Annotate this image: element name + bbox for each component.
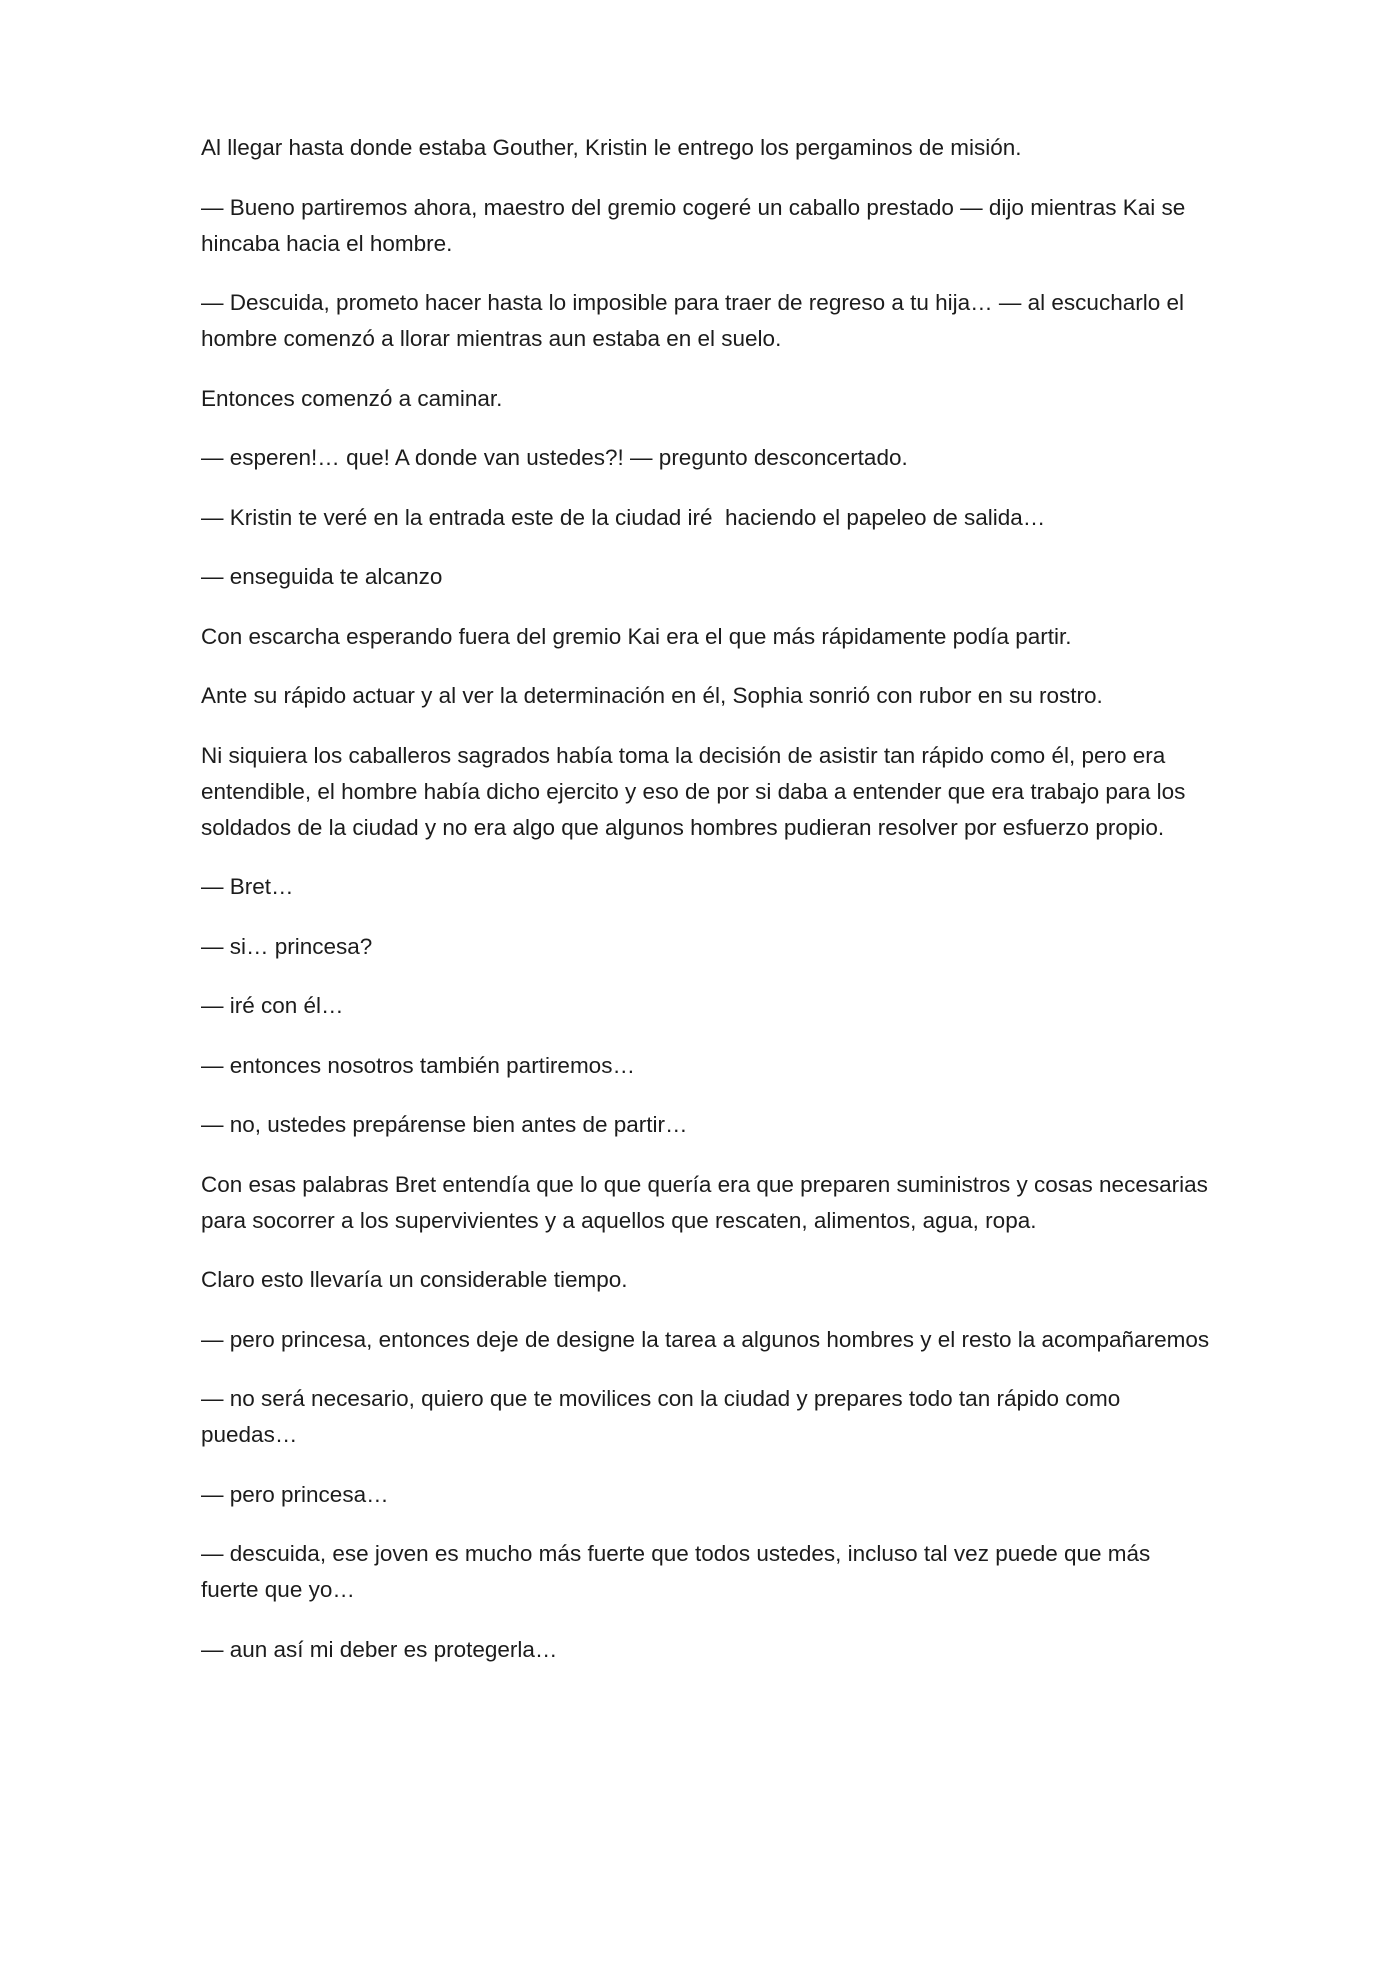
paragraph: Con escarcha esperando fuera del gremio Kai era el que más rápidamente podía partir. [201,623,1072,649]
paragraph: — pero princesa… [201,1481,389,1507]
paragraph: — Kristin te veré en la entrada este de la ciudad iré haciendo el papeleo de salida… [201,504,1046,530]
document-body [201,130,1215,1691]
paragraph: — si… princesa? [201,933,373,959]
paragraph: — iré con él… [201,993,344,1018]
paragraph: Ni siquiera los caballeros sagrados había toma la decisión de asistir tan rápido como él, pero era entendible, el hombre había dicho ejercito y eso de por si daba a entender que era trabajo para los soldados de la ciudad y no era algo que algunos hombres pudieran resolver por esfuerzo propio. [201,742,1192,840]
paragraph: — Bueno partiremos ahora, maestro del gremio cogeré un caballo prestado — dijo mientras Kai se hincaba hacia el hombre. [201,194,1192,256]
paragraph: — aun así mi deber es protegerla… [201,1636,558,1662]
paragraph: Entonces comenzó a caminar. [201,385,503,411]
paragraph: — esperen!… que! A donde van ustedes?! — pregunto desconcertado. [201,445,908,470]
paragraph: Al llegar hasta donde estaba Gouther, Kristin le entrego los pergaminos de misión. [201,135,1022,160]
paragraph: Ante su rápido actuar y al ver la determinación en él, Sophia sonrió con rubor en su rostro. [201,683,1103,708]
paragraph: Con esas palabras Bret entendía que lo que quería era que preparen suministros y cosas necesarias para socorrer a los supervivientes y a aquellos que rescaten, alimentos, agua, ropa. [201,1171,1215,1233]
paragraph: — enseguida te alcanzo [201,564,443,589]
paragraph: — no será necesario, quiero que te movilices con la ciudad y prepares todo tan rápido como puedas… [201,1386,1127,1447]
paragraph: — pero princesa, entonces deje de designe la tarea a algunos hombres y el resto la acompañaremos [201,1326,1210,1352]
paragraph: — Descuida, prometo hacer hasta lo imposible para traer de regreso a tu hija… — al escucharlo el hombre comenzó a llorar mientras aun estaba en el suelo. [201,290,1191,351]
paragraph: — Bret… [201,874,294,899]
paragraph: — entonces nosotros también partiremos… [201,1052,635,1078]
paragraph: — descuida, ese joven es mucho más fuerte que todos ustedes, incluso tal vez puede que más fuerte que yo… [201,1541,1157,1602]
paragraph: — no, ustedes prepárense bien antes de partir… [201,1112,688,1137]
paragraph: Claro esto llevaría un considerable tiempo. [201,1267,628,1292]
